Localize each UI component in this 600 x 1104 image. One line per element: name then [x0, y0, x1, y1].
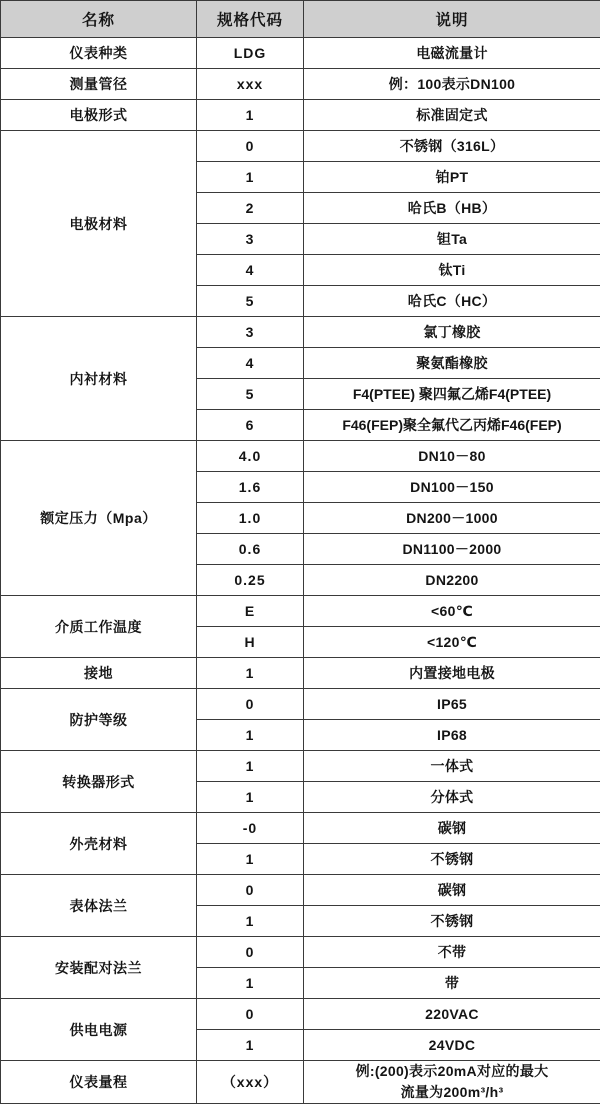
spec-description-cell: 聚氨酯橡胶 — [304, 348, 600, 379]
spec-code-cell: xxx — [197, 69, 304, 100]
row-name-cell: 介质工作温度 — [1, 596, 197, 658]
spec-code-cell: 1 — [197, 162, 304, 193]
spec-description-cell: 氯丁橡胶 — [304, 317, 600, 348]
spec-code-cell: （xxx） — [197, 1061, 304, 1104]
spec-description-cell: DN1100－2000 — [304, 534, 600, 565]
spec-description-cell: DN200－1000 — [304, 503, 600, 534]
table-row — [1, 689, 600, 720]
spec-code-cell: 4 — [197, 348, 304, 379]
spec-description-cell: 钽Ta — [304, 224, 600, 255]
spec-code-cell: 0 — [197, 999, 304, 1030]
spec-description-cell: DN10－80 — [304, 441, 600, 472]
spec-description-cell: 哈氏C（HC） — [304, 286, 600, 317]
row-name-cell: 额定压力（Mpa） — [1, 441, 197, 596]
row-name-cell: 接地 — [1, 658, 197, 689]
spec-description-cell: 电磁流量计 — [304, 38, 600, 69]
row-name-cell: 仪表种类 — [1, 38, 197, 69]
spec-code-cell: 2 — [197, 193, 304, 224]
spec-code-cell: 5 — [197, 286, 304, 317]
table-row — [1, 875, 600, 906]
spec-description-cell: F4(PTEE) 聚四氟乙烯F4(PTEE) — [304, 379, 600, 410]
table-row — [1, 658, 600, 689]
spec-description-cell: 带 — [304, 968, 600, 999]
table-row — [1, 999, 600, 1030]
spec-code-cell: 3 — [197, 224, 304, 255]
table-header-row — [1, 1, 600, 38]
spec-code-cell: 1 — [197, 751, 304, 782]
spec-description-cell: <60℃ — [304, 596, 600, 627]
spec-code-cell: 0 — [197, 875, 304, 906]
spec-description-cell: 哈氏B（HB） — [304, 193, 600, 224]
row-name-cell: 表体法兰 — [1, 875, 197, 937]
table-row — [1, 751, 600, 782]
table-row — [1, 317, 600, 348]
column-header-description: 说明 — [304, 1, 600, 38]
row-name-cell: 防护等级 — [1, 689, 197, 751]
spec-description-cell: IP65 — [304, 689, 600, 720]
row-name-cell: 供电电源 — [1, 999, 197, 1061]
spec-description-cell: 不锈钢（316L） — [304, 131, 600, 162]
spec-description-cell: 内置接地电极 — [304, 658, 600, 689]
spec-code-cell: 0 — [197, 937, 304, 968]
table-row — [1, 131, 600, 162]
spec-description-cell: IP68 — [304, 720, 600, 751]
table-row — [1, 69, 600, 100]
row-name-cell: 电极材料 — [1, 131, 197, 317]
spec-description-cell: 不锈钢 — [304, 844, 600, 875]
spec-code-cell: 1 — [197, 100, 304, 131]
table-row — [1, 813, 600, 844]
spec-description-cell: 铂PT — [304, 162, 600, 193]
spec-code-cell: 1 — [197, 906, 304, 937]
spec-code-cell: 1 — [197, 844, 304, 875]
spec-code-cell: 1.0 — [197, 503, 304, 534]
spec-description-cell: DN100－150 — [304, 472, 600, 503]
spec-description-cell: 不带 — [304, 937, 600, 968]
spec-description-cell: 220VAC — [304, 999, 600, 1030]
spec-code-cell: 1 — [197, 720, 304, 751]
table-row — [1, 38, 600, 69]
table-row — [1, 441, 600, 472]
spec-code-cell: 5 — [197, 379, 304, 410]
spec-description-cell: 分体式 — [304, 782, 600, 813]
table-row — [1, 596, 600, 627]
row-name-cell: 仪表量程 — [1, 1061, 197, 1104]
table-body — [1, 38, 600, 1104]
spec-code-cell: 1.6 — [197, 472, 304, 503]
spec-code-cell: 6 — [197, 410, 304, 441]
spec-description-cell: 碳钢 — [304, 813, 600, 844]
spec-code-cell: 1 — [197, 1030, 304, 1061]
column-header-code: 规格代码 — [197, 1, 304, 38]
row-name-cell: 电极形式 — [1, 100, 197, 131]
spec-code-cell: H — [197, 627, 304, 658]
row-name-cell: 外壳材料 — [1, 813, 197, 875]
spec-description-cell: 一体式 — [304, 751, 600, 782]
spec-description-cell: DN2200 — [304, 565, 600, 596]
spec-code-cell: 0 — [197, 131, 304, 162]
spec-description-cell: 碳钢 — [304, 875, 600, 906]
spec-code-cell: 0 — [197, 689, 304, 720]
spec-code-cell: E — [197, 596, 304, 627]
table-header — [1, 1, 600, 38]
spec-description-cell: <120℃ — [304, 627, 600, 658]
spec-code-cell: 0.25 — [197, 565, 304, 596]
table-row — [1, 1061, 600, 1104]
column-header-name: 名称 — [1, 1, 197, 38]
spec-description-cell: 24VDC — [304, 1030, 600, 1061]
spec-code-cell: 1 — [197, 658, 304, 689]
spec-description-cell: 例:(200)表示20mA对应的最大 流量为200m³/h³ — [304, 1061, 600, 1104]
spec-code-cell: LDG — [197, 38, 304, 69]
row-name-cell: 内衬材料 — [1, 317, 197, 441]
row-name-cell: 转换器形式 — [1, 751, 197, 813]
spec-description-cell: 标准固定式 — [304, 100, 600, 131]
table-row — [1, 937, 600, 968]
spec-description-cell: F46(FEP)聚全氟代乙丙烯F46(FEP) — [304, 410, 600, 441]
spec-code-cell: 0.6 — [197, 534, 304, 565]
table-row — [1, 100, 600, 131]
spec-description-cell: 不锈钢 — [304, 906, 600, 937]
row-name-cell: 测量管径 — [1, 69, 197, 100]
spec-code-cell: 1 — [197, 782, 304, 813]
spec-description-cell: 钛Ti — [304, 255, 600, 286]
spec-code-cell: 1 — [197, 968, 304, 999]
row-name-cell: 安装配对法兰 — [1, 937, 197, 999]
spec-description-cell: 例：100表示DN100 — [304, 69, 600, 100]
spec-code-cell: 3 — [197, 317, 304, 348]
spec-code-cell: -0 — [197, 813, 304, 844]
spec-code-cell: 4.0 — [197, 441, 304, 472]
spec-code-cell: 4 — [197, 255, 304, 286]
